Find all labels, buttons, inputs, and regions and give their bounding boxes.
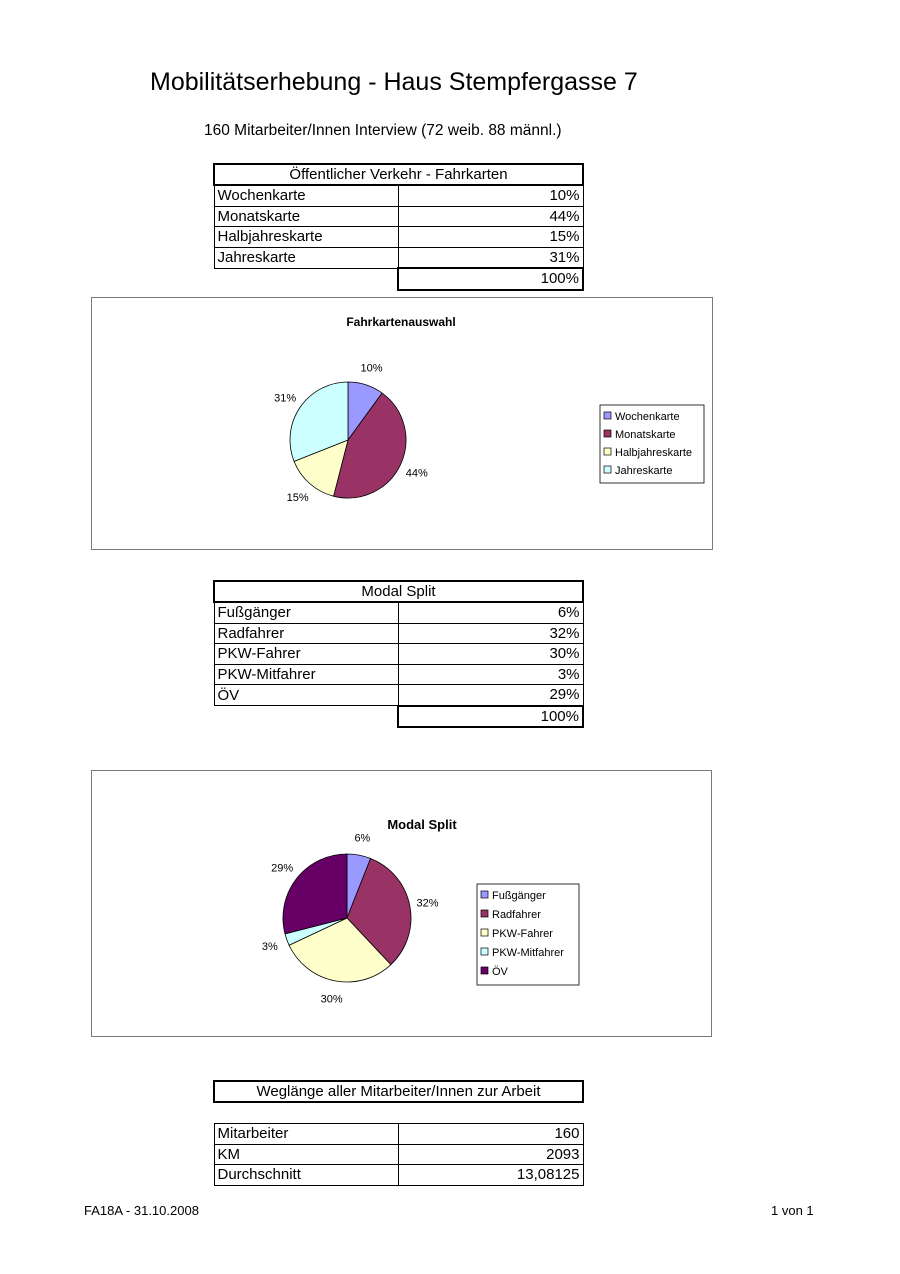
- chart-title: Modal Split: [387, 817, 457, 832]
- data-label: 15%: [286, 492, 309, 504]
- data-label: 29%: [271, 862, 294, 875]
- data-label: 32%: [416, 897, 439, 910]
- footer-right: 1 von 1: [771, 1203, 814, 1218]
- table-row: [214, 623, 583, 644]
- row-value: 31%: [398, 247, 583, 268]
- row-label: Monatskarte: [214, 206, 398, 227]
- ticket-total: 100%: [398, 268, 583, 290]
- chart-fahrkarten: [91, 297, 713, 550]
- table-row: [214, 227, 583, 248]
- row-value: 29%: [398, 685, 583, 706]
- data-label: 31%: [274, 392, 297, 405]
- legend-swatch: [604, 448, 611, 455]
- row-label: Halbjahreskarte: [214, 227, 398, 248]
- legend-label: PKW-Mitfahrer: [492, 947, 564, 959]
- row-value: 32%: [398, 623, 583, 644]
- table-row: [214, 602, 583, 623]
- legend-swatch: [604, 466, 611, 473]
- legend-label: Radfahrer: [492, 909, 541, 921]
- row-value: 10%: [398, 185, 583, 206]
- legend-swatch: [481, 910, 488, 917]
- legend-swatch: [604, 430, 611, 437]
- chart-title: Fahrkartenauswahl: [346, 315, 456, 329]
- data-label: 44%: [405, 467, 428, 480]
- page-subtitle: 160 Mitarbeiter/Innen Interview (72 weib. 88 männl.): [204, 122, 562, 139]
- chart-fahrkarten-svg: [92, 298, 712, 549]
- row-value: 30%: [398, 644, 583, 665]
- legend-swatch: [481, 929, 488, 936]
- row-label: PKW-Mitfahrer: [214, 664, 398, 685]
- table-row: [214, 664, 583, 685]
- row-label: KM: [214, 1144, 398, 1165]
- table-row: [214, 1165, 583, 1186]
- ticket-table-title: Öffentlicher Verkehr - Fahrkarten: [214, 164, 583, 185]
- legend-label: PKW-Fahrer: [492, 928, 553, 940]
- modal-table-title: Modal Split: [214, 581, 583, 602]
- modal-table: [213, 580, 584, 728]
- legend-label: Wochenkarte: [615, 411, 680, 423]
- row-label: Fußgänger: [214, 602, 398, 623]
- legend-label: Halbjahreskarte: [615, 447, 693, 459]
- data-label: 30%: [320, 993, 343, 1006]
- legend-label: Fußgänger: [492, 890, 546, 902]
- table-row: [214, 1144, 583, 1165]
- ticket-table: [213, 163, 584, 291]
- row-label: PKW-Fahrer: [214, 644, 398, 665]
- row-value: 2093: [398, 1144, 583, 1165]
- data-label: 10%: [360, 362, 383, 375]
- legend-label: Jahreskarte: [615, 465, 673, 477]
- footer-left: FA18A - 31.10.2008: [84, 1203, 199, 1218]
- row-label: ÖV: [214, 685, 398, 706]
- legend-swatch: [481, 948, 488, 955]
- row-label: Wochenkarte: [214, 185, 398, 206]
- row-value: 44%: [398, 206, 583, 227]
- distance-table-title: Weglänge aller Mitarbeiter/Innen zur Arbeit: [214, 1081, 583, 1102]
- row-value: 3%: [398, 664, 583, 685]
- data-label: 3%: [261, 940, 278, 953]
- table-row: [214, 206, 583, 227]
- legend-swatch: [604, 412, 611, 419]
- page-title: Mobilitätserhebung - Haus Stempfergasse 7: [150, 68, 638, 96]
- row-label: Radfahrer: [214, 623, 398, 644]
- row-label: Jahreskarte: [214, 247, 398, 268]
- chart-modal-split-svg: [92, 771, 711, 1036]
- row-value: 6%: [398, 602, 583, 623]
- legend-label: ÖV: [492, 966, 508, 978]
- table-row: [214, 644, 583, 665]
- table-row: [214, 1124, 583, 1145]
- table-row: [214, 685, 583, 706]
- distance-table: [213, 1080, 584, 1186]
- chart-modal-split: [91, 770, 712, 1037]
- row-value: 13,08125: [398, 1165, 583, 1186]
- data-label: 6%: [354, 832, 371, 845]
- row-label: Mitarbeiter: [214, 1124, 398, 1145]
- legend-swatch: [481, 891, 488, 898]
- table-row: [214, 185, 583, 206]
- modal-total: 100%: [398, 706, 583, 728]
- legend-swatch: [481, 967, 488, 974]
- row-label: Durchschnitt: [214, 1165, 398, 1186]
- table-row: [214, 247, 583, 268]
- row-value: 15%: [398, 227, 583, 248]
- row-value: 160: [398, 1124, 583, 1145]
- legend-label: Monatskarte: [615, 429, 676, 441]
